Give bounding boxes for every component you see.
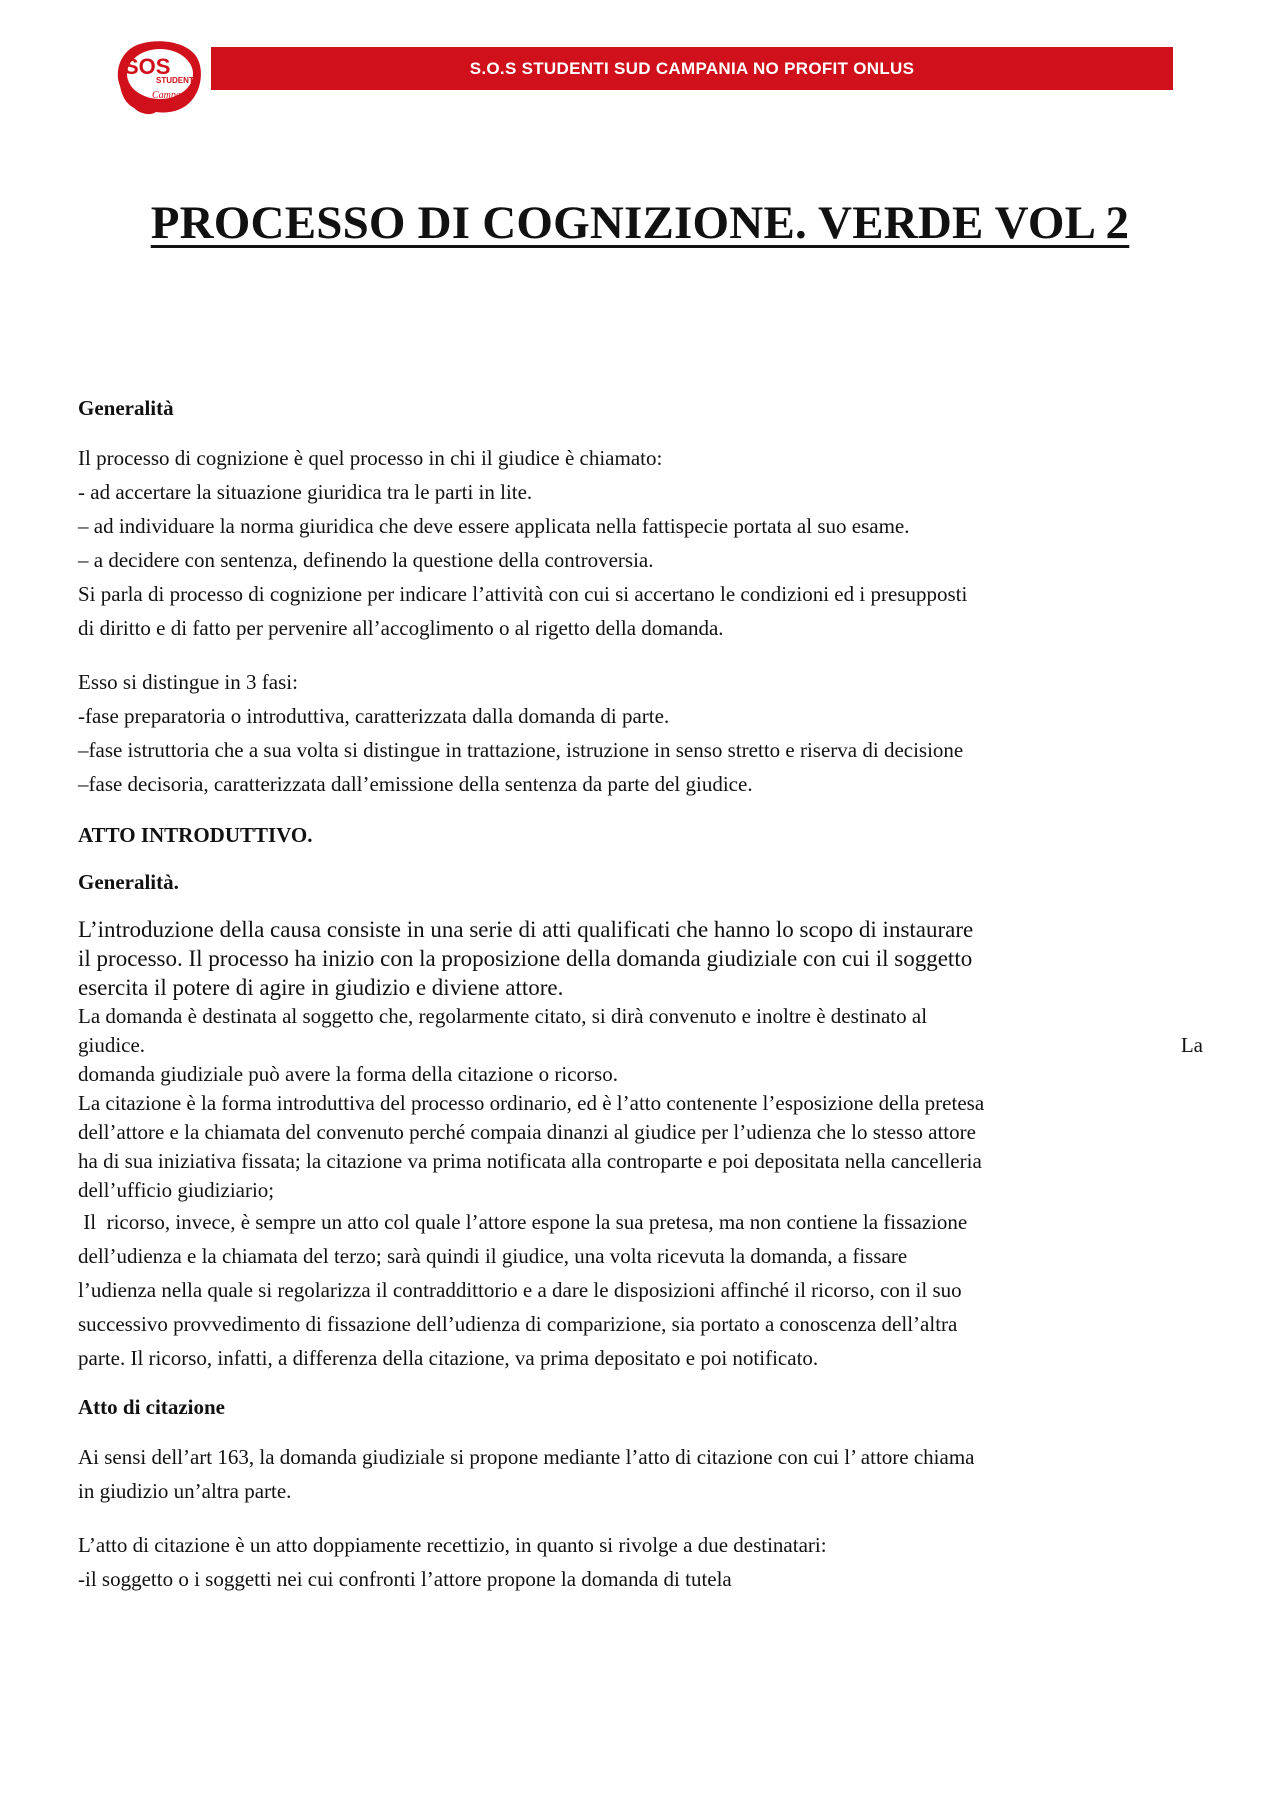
text-line: domanda giudiziale può avere la forma della citazione o ricorso. [78,1062,618,1086]
paragraph-introduzione [78,915,1203,1002]
text-line: giudice. [78,1033,146,1057]
text-line: in giudizio un’altra parte. [78,1479,292,1503]
text-line: La domanda è destinata al soggetto che, regolarmente citato, si dirà convenuto e inoltre è destinato al [78,1004,928,1028]
document-title: PROCESSO DI COGNIZIONE. VERDE VOL 2 [150,197,1130,249]
text-line: Il ricorso, invece, è sempre un atto col quale l’attore espone la sua pretesa, ma non contiene la fissazione [78,1210,968,1234]
text-line: parte. Il ricorso, infatti, a differenza della citazione, va prima depositato e poi notificato. [78,1346,819,1370]
paragraph-generalita [78,441,1203,645]
text-line: La citazione è la forma introduttiva del processo ordinario, ed è l’atto contenente l’esposizione della pretesa [78,1091,985,1115]
heading-atto-di-citazione: Atto di citazione [78,1395,225,1419]
text-line: Esso si distingue in 3 fasi: [78,670,298,694]
text-line: Si parla di processo di cognizione per indicare l’attività con cui si accertano le condizioni ed i presupposti [78,582,968,606]
svg-text:SOS: SOS [124,54,171,79]
text-line: - ad accertare la situazione giuridica tra le parti in lite. [78,480,533,504]
heading-atto-introduttivo: ATTO INTRODUTTIVO. [78,823,313,847]
text-line: La [1180,1033,1203,1057]
paragraph-fasi [78,665,1203,801]
text-line: successivo provvedimento di fissazione dell’udienza di comparizione, sia portato a conoscenza dell’altra [78,1312,958,1336]
subheading-generalita: Generalità. [78,870,179,894]
svg-text:Campania: Campania [152,90,194,101]
text-line: di diritto e di fatto per pervenire all’accoglimento o al rigetto della domanda. [78,616,724,640]
heading-generalita: Generalità [78,396,174,420]
text-line: L’atto di citazione è un atto doppiamente recettizio, in quanto si rivolge a due destinatari: [78,1533,827,1557]
paragraph-recettizio [78,1528,1203,1596]
text-line: il processo. Il processo ha inizio con la proposizione della domanda giudiziale con cui il soggetto [78,946,973,971]
document-body [78,396,1203,1596]
page-header [110,38,1175,118]
paragraph-citazione [78,1089,1203,1205]
header-banner: S.O.S STUDENTI SUD CAMPANIA NO PROFIT ONLUS [211,47,1173,90]
text-line: ha di sua iniziativa fissata; la citazione va prima notificata alla controparte e poi depositata nella cancelleria [78,1149,982,1173]
svg-text:STUDENTI: STUDENTI [156,76,196,85]
text-line: -il soggetto o i soggetti nei cui confronti l’attore propone la domanda di tutela [78,1567,732,1591]
text-line: Il processo di cognizione è quel processo in chi il giudice è chiamato: [78,446,663,470]
text-line: L’introduzione della causa consiste in una serie di atti qualificati che hanno lo scopo di instaurare [78,917,974,942]
paragraph-art-163 [78,1440,1203,1508]
justified-line [78,1031,1203,1060]
text-line: –fase decisoria, caratterizzata dall’emissione della sentenza da parte del giudice. [78,772,753,796]
text-line: esercita il potere di agire in giudizio e diviene attore. [78,975,564,1000]
text-line: dell’udienza e la chiamata del terzo; sarà quindi il giudice, una volta ricevuta la domanda, a fissare [78,1244,908,1268]
text-line: l’udienza nella quale si regolarizza il contraddittorio e a dare le disposizioni affinché il ricorso, con il suo [78,1278,962,1302]
text-line: –fase istruttoria che a sua volta si distingue in trattazione, istruzione in senso stretto e riserva di decisione [78,738,964,762]
text-line: dell’attore e la chiamata del convenuto perché compaia dinanzi al giudice per l’udienza che lo stesso attore [78,1120,976,1144]
text-line: dell’ufficio giudiziario; [78,1178,275,1202]
text-line: – a decidere con sentenza, definendo la questione della controversia. [78,548,654,572]
text-line: Ai sensi dell’art 163, la domanda giudiziale si propone mediante l’atto di citazione con cui l’ attore chiama [78,1445,975,1469]
paragraph-domanda [78,1002,1203,1089]
text-line: – ad individuare la norma giuridica che deve essere applicata nella fattispecie portata al suo esame. [78,514,910,538]
paragraph-ricorso [78,1205,1203,1375]
sos-studenti-logo [110,38,206,116]
text-line: -fase preparatoria o introduttiva, caratterizzata dalla domanda di parte. [78,704,670,728]
